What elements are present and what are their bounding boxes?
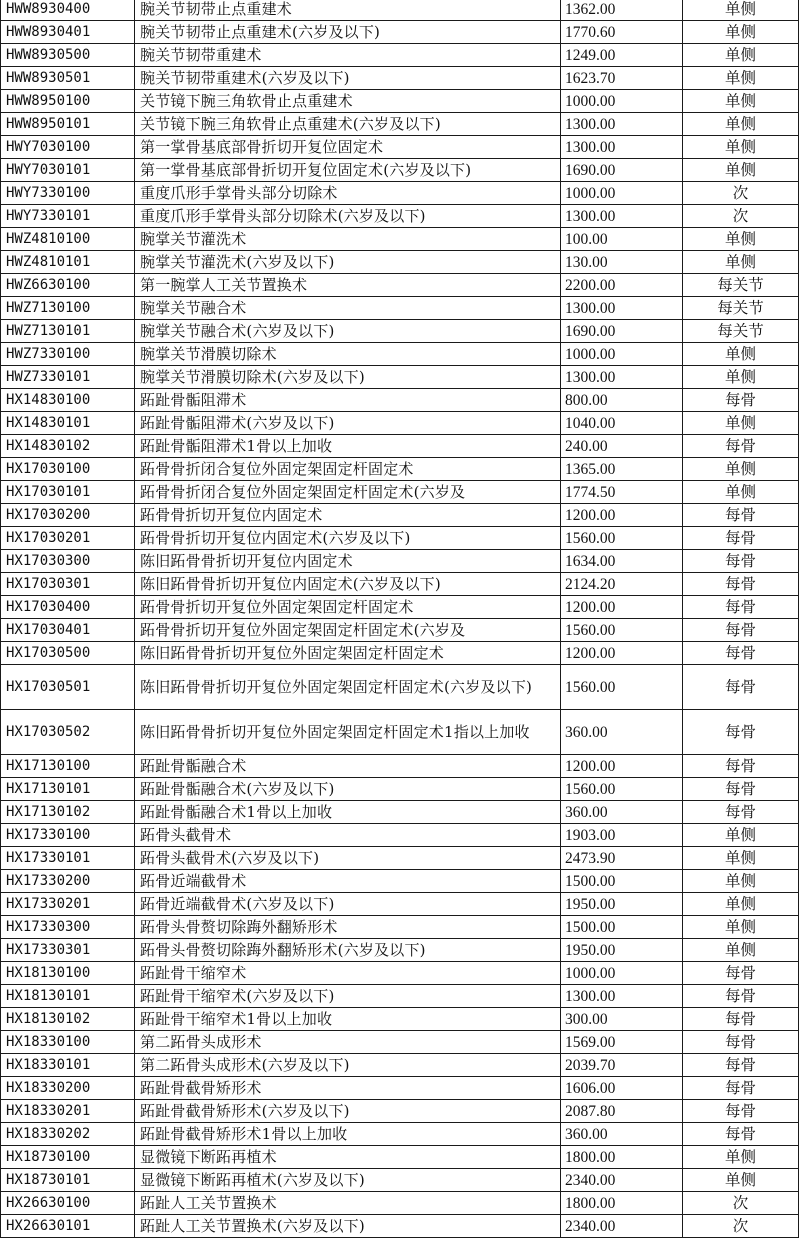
item-code-cell: HX17330300 xyxy=(1,916,135,939)
item-code-cell: HX17030300 xyxy=(1,550,135,573)
table-row xyxy=(1,366,799,389)
item-price-cell: 360.00 xyxy=(561,710,683,755)
item-code-cell: HX18730100 xyxy=(1,1146,135,1169)
item-unit-cell: 单侧 xyxy=(683,44,799,67)
item-code-cell: HX17130100 xyxy=(1,755,135,778)
table-row xyxy=(1,619,799,642)
item-name-cell: 跖骨骨折切开复位外固定架固定杆固定术(六岁及 xyxy=(135,619,561,642)
item-code-cell: HX17030201 xyxy=(1,527,135,550)
item-name-cell: 关节镜下腕三角软骨止点重建术(六岁及以下) xyxy=(135,113,561,136)
table-row xyxy=(1,1123,799,1146)
item-code-cell: HWZ7130100 xyxy=(1,297,135,320)
item-price-cell: 1770.60 xyxy=(561,21,683,44)
item-unit-cell: 每骨 xyxy=(683,435,799,458)
item-code-cell: HWZ4810100 xyxy=(1,228,135,251)
item-unit-cell: 每骨 xyxy=(683,573,799,596)
item-unit-cell: 单侧 xyxy=(683,0,799,21)
item-name-cell: 腕掌关节灌洗术(六岁及以下) xyxy=(135,251,561,274)
item-name-cell: 跖趾骨截骨矫形术1骨以上加收 xyxy=(135,1123,561,1146)
item-unit-cell: 每骨 xyxy=(683,985,799,1008)
item-unit-cell: 单侧 xyxy=(683,1169,799,1192)
item-price-cell: 1690.00 xyxy=(561,159,683,182)
item-code-cell: HWW8930400 xyxy=(1,0,135,21)
item-price-cell: 300.00 xyxy=(561,1008,683,1031)
table-row xyxy=(1,1008,799,1031)
item-code-cell: HX14830100 xyxy=(1,389,135,412)
item-name-cell: 第二跖骨头成形术 xyxy=(135,1031,561,1054)
table-row xyxy=(1,1031,799,1054)
item-unit-cell: 单侧 xyxy=(683,939,799,962)
item-unit-cell: 次 xyxy=(683,182,799,205)
item-code-cell: HX26630101 xyxy=(1,1215,135,1238)
item-unit-cell: 单侧 xyxy=(683,251,799,274)
item-name-cell: 陈旧跖骨骨折切开复位内固定术(六岁及以下) xyxy=(135,573,561,596)
item-price-cell: 2473.90 xyxy=(561,847,683,870)
item-code-cell: HX17330100 xyxy=(1,824,135,847)
item-unit-cell: 每骨 xyxy=(683,1031,799,1054)
table-row xyxy=(1,527,799,550)
item-name-cell: 显微镜下断跖再植术 xyxy=(135,1146,561,1169)
item-unit-cell: 每骨 xyxy=(683,1100,799,1123)
item-code-cell: HX18330101 xyxy=(1,1054,135,1077)
table-row xyxy=(1,251,799,274)
table-row xyxy=(1,550,799,573)
item-name-cell: 跖骨头截骨术 xyxy=(135,824,561,847)
item-unit-cell: 每骨 xyxy=(683,801,799,824)
table-row xyxy=(1,159,799,182)
item-name-cell: 腕关节韧带重建术 xyxy=(135,44,561,67)
item-price-cell: 1300.00 xyxy=(561,985,683,1008)
item-price-cell: 1690.00 xyxy=(561,320,683,343)
item-unit-cell: 每骨 xyxy=(683,642,799,665)
item-code-cell: HX17130102 xyxy=(1,801,135,824)
item-unit-cell: 每骨 xyxy=(683,504,799,527)
item-code-cell: HX18330200 xyxy=(1,1077,135,1100)
table-row xyxy=(1,939,799,962)
item-code-cell: HWZ7130101 xyxy=(1,320,135,343)
item-name-cell: 腕掌关节灌洗术 xyxy=(135,228,561,251)
item-price-cell: 1200.00 xyxy=(561,504,683,527)
table-row xyxy=(1,824,799,847)
item-name-cell: 跖趾骨骺融合术1骨以上加收 xyxy=(135,801,561,824)
item-unit-cell: 单侧 xyxy=(683,847,799,870)
table-row xyxy=(1,481,799,504)
table-row xyxy=(1,113,799,136)
item-price-cell: 1569.00 xyxy=(561,1031,683,1054)
table-row xyxy=(1,1100,799,1123)
item-name-cell: 跖骨骨折闭合复位外固定架固定杆固定术 xyxy=(135,458,561,481)
item-unit-cell: 单侧 xyxy=(683,67,799,90)
item-unit-cell: 单侧 xyxy=(683,113,799,136)
item-unit-cell: 单侧 xyxy=(683,90,799,113)
item-unit-cell: 单侧 xyxy=(683,824,799,847)
item-price-cell: 1800.00 xyxy=(561,1146,683,1169)
item-price-cell: 1500.00 xyxy=(561,916,683,939)
item-price-cell: 1249.00 xyxy=(561,44,683,67)
item-name-cell: 跖骨骨折切开复位内固定术(六岁及以下) xyxy=(135,527,561,550)
item-code-cell: HX17030401 xyxy=(1,619,135,642)
item-name-cell: 显微镜下断跖再植术(六岁及以下) xyxy=(135,1169,561,1192)
item-unit-cell: 单侧 xyxy=(683,870,799,893)
item-unit-cell: 单侧 xyxy=(683,21,799,44)
item-name-cell: 腕掌关节融合术 xyxy=(135,297,561,320)
table-row xyxy=(1,985,799,1008)
item-code-cell: HX14830101 xyxy=(1,412,135,435)
item-code-cell: HX18130100 xyxy=(1,962,135,985)
item-price-cell: 1560.00 xyxy=(561,619,683,642)
table-row xyxy=(1,320,799,343)
item-code-cell: HWZ6630100 xyxy=(1,274,135,297)
item-price-cell: 1560.00 xyxy=(561,778,683,801)
table-row xyxy=(1,389,799,412)
table-row xyxy=(1,136,799,159)
item-code-cell: HWW8930500 xyxy=(1,44,135,67)
table-row xyxy=(1,1146,799,1169)
item-unit-cell: 次 xyxy=(683,1215,799,1238)
table-row xyxy=(1,1169,799,1192)
table-row xyxy=(1,1215,799,1238)
item-price-cell: 2200.00 xyxy=(561,274,683,297)
item-price-cell: 1623.70 xyxy=(561,67,683,90)
table-row xyxy=(1,710,799,755)
item-name-cell: 陈旧跖骨骨折切开复位外固定架固定杆固定术 xyxy=(135,642,561,665)
item-price-cell: 1200.00 xyxy=(561,755,683,778)
item-price-cell: 1000.00 xyxy=(561,962,683,985)
table-row xyxy=(1,44,799,67)
item-code-cell: HWY7330100 xyxy=(1,182,135,205)
table-row xyxy=(1,297,799,320)
item-code-cell: HWW8950100 xyxy=(1,90,135,113)
item-unit-cell: 每骨 xyxy=(683,619,799,642)
item-name-cell: 跖骨头骨赘切除踇外翻矫形术 xyxy=(135,916,561,939)
item-name-cell: 第二跖骨头成形术(六岁及以下) xyxy=(135,1054,561,1077)
item-unit-cell: 单侧 xyxy=(683,481,799,504)
item-price-cell: 1200.00 xyxy=(561,596,683,619)
item-code-cell: HX17030200 xyxy=(1,504,135,527)
table-row xyxy=(1,0,799,21)
table-row xyxy=(1,274,799,297)
item-name-cell: 跖骨骨折闭合复位外固定架固定杆固定术(六岁及 xyxy=(135,481,561,504)
item-unit-cell: 每关节 xyxy=(683,274,799,297)
item-code-cell: HX18330201 xyxy=(1,1100,135,1123)
item-name-cell: 腕掌关节滑膜切除术 xyxy=(135,343,561,366)
item-code-cell: HX17030502 xyxy=(1,710,135,755)
item-code-cell: HX17030301 xyxy=(1,573,135,596)
item-code-cell: HX14830102 xyxy=(1,435,135,458)
item-name-cell: 跖趾人工关节置换术 xyxy=(135,1192,561,1215)
item-unit-cell: 每骨 xyxy=(683,1077,799,1100)
item-price-cell: 360.00 xyxy=(561,801,683,824)
item-code-cell: HX17330101 xyxy=(1,847,135,870)
item-unit-cell: 每骨 xyxy=(683,755,799,778)
table-row xyxy=(1,778,799,801)
item-code-cell: HWZ7330100 xyxy=(1,343,135,366)
item-unit-cell: 每骨 xyxy=(683,389,799,412)
item-price-cell: 1903.00 xyxy=(561,824,683,847)
item-price-cell: 1950.00 xyxy=(561,939,683,962)
table-row xyxy=(1,205,799,228)
item-name-cell: 腕掌关节滑膜切除术(六岁及以下) xyxy=(135,366,561,389)
table-row xyxy=(1,1077,799,1100)
table-row xyxy=(1,755,799,778)
item-code-cell: HX18130102 xyxy=(1,1008,135,1031)
item-price-cell: 1300.00 xyxy=(561,113,683,136)
item-unit-cell: 每骨 xyxy=(683,527,799,550)
item-code-cell: HX17330200 xyxy=(1,870,135,893)
item-unit-cell: 单侧 xyxy=(683,458,799,481)
item-code-cell: HX17130101 xyxy=(1,778,135,801)
item-name-cell: 跖趾骨骺阻滞术(六岁及以下) xyxy=(135,412,561,435)
item-unit-cell: 单侧 xyxy=(683,1146,799,1169)
item-name-cell: 第一掌骨基底部骨折切开复位固定术 xyxy=(135,136,561,159)
item-code-cell: HX17030500 xyxy=(1,642,135,665)
item-price-cell: 800.00 xyxy=(561,389,683,412)
item-unit-cell: 次 xyxy=(683,205,799,228)
table-row xyxy=(1,343,799,366)
item-code-cell: HWZ7330101 xyxy=(1,366,135,389)
item-name-cell: 跖趾骨干缩窄术(六岁及以下) xyxy=(135,985,561,1008)
table-row xyxy=(1,412,799,435)
item-code-cell: HWW8930501 xyxy=(1,67,135,90)
item-price-cell: 1606.00 xyxy=(561,1077,683,1100)
item-name-cell: 跖骨头骨赘切除踇外翻矫形术(六岁及以下) xyxy=(135,939,561,962)
item-unit-cell: 单侧 xyxy=(683,343,799,366)
item-unit-cell: 每骨 xyxy=(683,550,799,573)
table-row xyxy=(1,642,799,665)
item-name-cell: 腕掌关节融合术(六岁及以下) xyxy=(135,320,561,343)
item-name-cell: 第一掌骨基底部骨折切开复位固定术(六岁及以下) xyxy=(135,159,561,182)
item-price-cell: 2039.70 xyxy=(561,1054,683,1077)
item-unit-cell: 每骨 xyxy=(683,778,799,801)
item-name-cell: 跖骨骨折切开复位外固定架固定杆固定术 xyxy=(135,596,561,619)
item-unit-cell: 单侧 xyxy=(683,159,799,182)
item-unit-cell: 单侧 xyxy=(683,893,799,916)
item-unit-cell: 每骨 xyxy=(683,1123,799,1146)
item-code-cell: HWY7330101 xyxy=(1,205,135,228)
table-row xyxy=(1,90,799,113)
item-price-cell: 1300.00 xyxy=(561,136,683,159)
table-row xyxy=(1,504,799,527)
table-row xyxy=(1,962,799,985)
table-row xyxy=(1,801,799,824)
table-row xyxy=(1,67,799,90)
item-code-cell: HWW8930401 xyxy=(1,21,135,44)
item-name-cell: 跖趾骨截骨矫形术 xyxy=(135,1077,561,1100)
item-name-cell: 跖趾骨骺融合术(六岁及以下) xyxy=(135,778,561,801)
item-price-cell: 1362.00 xyxy=(561,0,683,21)
item-code-cell: HX26630100 xyxy=(1,1192,135,1215)
item-code-cell: HX18330202 xyxy=(1,1123,135,1146)
item-unit-cell: 单侧 xyxy=(683,136,799,159)
item-code-cell: HX17330201 xyxy=(1,893,135,916)
item-name-cell: 跖趾骨骺阻滞术 xyxy=(135,389,561,412)
item-unit-cell: 每骨 xyxy=(683,710,799,755)
table-row xyxy=(1,870,799,893)
item-price-cell: 2124.20 xyxy=(561,573,683,596)
table-row xyxy=(1,458,799,481)
item-unit-cell: 次 xyxy=(683,1192,799,1215)
item-name-cell: 跖趾骨截骨矫形术(六岁及以下) xyxy=(135,1100,561,1123)
table-row xyxy=(1,893,799,916)
item-unit-cell: 单侧 xyxy=(683,366,799,389)
item-unit-cell: 单侧 xyxy=(683,412,799,435)
item-name-cell: 跖骨近端截骨术 xyxy=(135,870,561,893)
item-name-cell: 第一腕掌人工关节置换术 xyxy=(135,274,561,297)
item-code-cell: HX17330301 xyxy=(1,939,135,962)
item-unit-cell: 每关节 xyxy=(683,297,799,320)
item-name-cell: 陈旧跖骨骨折切开复位外固定架固定杆固定术(六岁及以下) xyxy=(135,665,561,710)
item-price-cell: 2340.00 xyxy=(561,1215,683,1238)
item-price-cell: 1365.00 xyxy=(561,458,683,481)
item-price-cell: 1560.00 xyxy=(561,665,683,710)
item-price-cell: 1500.00 xyxy=(561,870,683,893)
item-price-cell: 130.00 xyxy=(561,251,683,274)
item-code-cell: HX17030400 xyxy=(1,596,135,619)
item-name-cell: 腕关节韧带止点重建术(六岁及以下) xyxy=(135,21,561,44)
item-name-cell: 跖趾人工关节置换术(六岁及以下) xyxy=(135,1215,561,1238)
item-unit-cell: 每骨 xyxy=(683,962,799,985)
item-name-cell: 腕关节韧带重建术(六岁及以下) xyxy=(135,67,561,90)
item-price-cell: 1300.00 xyxy=(561,205,683,228)
item-price-cell: 240.00 xyxy=(561,435,683,458)
item-code-cell: HX18130101 xyxy=(1,985,135,1008)
item-price-cell: 360.00 xyxy=(561,1123,683,1146)
item-name-cell: 跖趾骨干缩窄术1骨以上加收 xyxy=(135,1008,561,1031)
item-unit-cell: 每骨 xyxy=(683,1054,799,1077)
table-row xyxy=(1,847,799,870)
item-name-cell: 陈旧跖骨骨折切开复位外固定架固定杆固定术1指以上加收 xyxy=(135,710,561,755)
item-name-cell: 关节镜下腕三角软骨止点重建术 xyxy=(135,90,561,113)
item-code-cell: HX17030501 xyxy=(1,665,135,710)
item-code-cell: HWW8950101 xyxy=(1,113,135,136)
item-name-cell: 跖骨近端截骨术(六岁及以下) xyxy=(135,893,561,916)
item-price-cell: 100.00 xyxy=(561,228,683,251)
price-table-body xyxy=(1,0,799,1238)
item-unit-cell: 每关节 xyxy=(683,320,799,343)
item-code-cell: HX17030100 xyxy=(1,458,135,481)
item-code-cell: HX17030101 xyxy=(1,481,135,504)
item-code-cell: HX18330100 xyxy=(1,1031,135,1054)
item-price-cell: 1200.00 xyxy=(561,642,683,665)
item-code-cell: HWY7030100 xyxy=(1,136,135,159)
item-price-cell: 1000.00 xyxy=(561,182,683,205)
table-row xyxy=(1,435,799,458)
item-price-cell: 2087.80 xyxy=(561,1100,683,1123)
item-price-cell: 1300.00 xyxy=(561,366,683,389)
table-row xyxy=(1,1054,799,1077)
table-row xyxy=(1,21,799,44)
table-row xyxy=(1,573,799,596)
item-name-cell: 腕关节韧带止点重建术 xyxy=(135,0,561,21)
table-row xyxy=(1,228,799,251)
item-name-cell: 跖趾骨干缩窄术 xyxy=(135,962,561,985)
table-row xyxy=(1,1192,799,1215)
item-code-cell: HX18730101 xyxy=(1,1169,135,1192)
item-code-cell: HWZ4810101 xyxy=(1,251,135,274)
item-price-cell: 1560.00 xyxy=(561,527,683,550)
item-price-cell: 1634.00 xyxy=(561,550,683,573)
item-price-cell: 1000.00 xyxy=(561,343,683,366)
item-price-cell: 1800.00 xyxy=(561,1192,683,1215)
item-name-cell: 陈旧跖骨骨折切开复位内固定术 xyxy=(135,550,561,573)
table-row xyxy=(1,596,799,619)
item-name-cell: 重度爪形手掌骨头部分切除术 xyxy=(135,182,561,205)
item-unit-cell: 单侧 xyxy=(683,228,799,251)
item-code-cell: HWY7030101 xyxy=(1,159,135,182)
item-price-cell: 1300.00 xyxy=(561,297,683,320)
item-price-cell: 1040.00 xyxy=(561,412,683,435)
item-unit-cell: 每骨 xyxy=(683,665,799,710)
item-price-cell: 1000.00 xyxy=(561,90,683,113)
item-name-cell: 跖骨骨折切开复位内固定术 xyxy=(135,504,561,527)
table-row xyxy=(1,916,799,939)
item-name-cell: 重度爪形手掌骨头部分切除术(六岁及以下) xyxy=(135,205,561,228)
item-name-cell: 跖趾骨骺融合术 xyxy=(135,755,561,778)
item-unit-cell: 单侧 xyxy=(683,916,799,939)
item-unit-cell: 每骨 xyxy=(683,1008,799,1031)
item-price-cell: 1950.00 xyxy=(561,893,683,916)
item-name-cell: 跖趾骨骺阻滞术1骨以上加收 xyxy=(135,435,561,458)
item-price-cell: 2340.00 xyxy=(561,1169,683,1192)
item-name-cell: 跖骨头截骨术(六岁及以下) xyxy=(135,847,561,870)
table-row xyxy=(1,665,799,710)
item-price-cell: 1774.50 xyxy=(561,481,683,504)
item-unit-cell: 每骨 xyxy=(683,596,799,619)
table-row xyxy=(1,182,799,205)
